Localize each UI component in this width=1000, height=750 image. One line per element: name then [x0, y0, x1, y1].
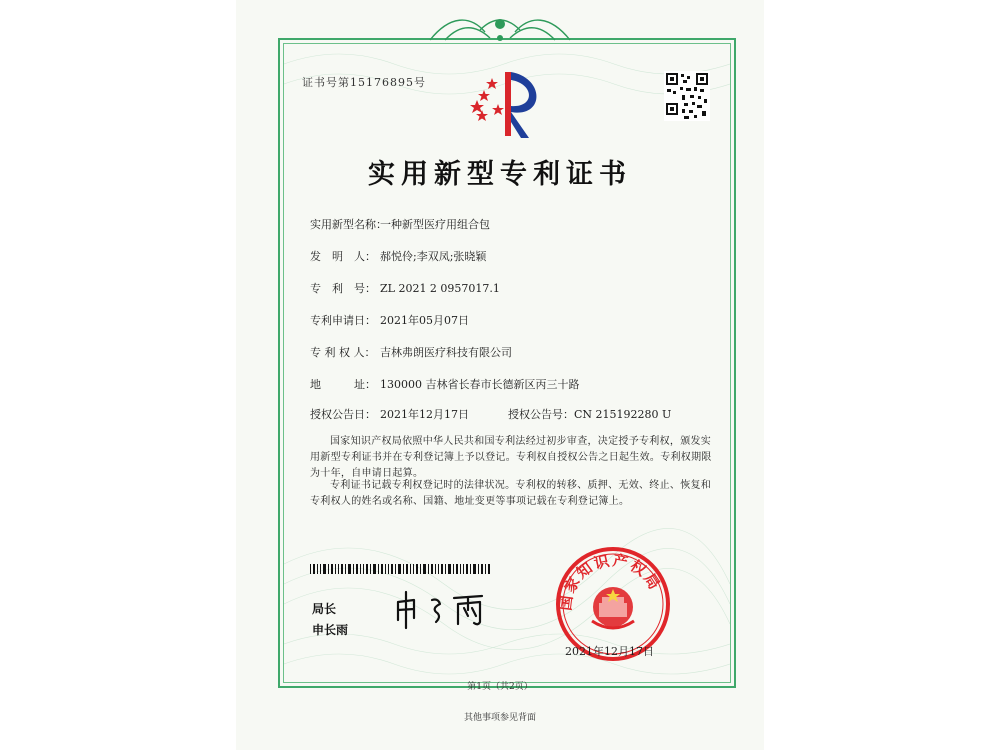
field-value: 2021年12月17日 — [380, 408, 469, 421]
field-inventors — [310, 248, 486, 264]
field-label: 地 址： — [310, 378, 376, 391]
field-value: 一种新型医疗用组合包 — [380, 218, 490, 231]
field-patentee — [310, 344, 512, 360]
field-value: 吉林弗朗医疗科技有限公司 — [380, 346, 512, 359]
field-value: 郝悦伶;李双凤;张晓颖 — [380, 250, 487, 263]
field-grant-number — [508, 406, 671, 422]
seal-text: 国家知识产权局 — [556, 551, 665, 612]
legal-status-paragraph: 专利证书记载专利权登记时的法律状况。专利权的转移、质押、无效、终止、恢复和专利权人的姓名或名称、国籍、地址变更等事项记载在专利登记簿上。 — [310, 480, 712, 507]
signature-icon — [392, 590, 512, 630]
signer-name: 申长雨 — [312, 623, 349, 637]
signer-title: 局长 — [312, 602, 337, 616]
barcode-icon — [310, 564, 492, 574]
field-application-date — [310, 312, 469, 328]
seal-date: 2021年12月17日 — [565, 645, 654, 658]
field-value: 130000 吉林省长春市长德新区丙三十路 — [380, 378, 580, 391]
field-label: 实用新型名称： — [310, 218, 387, 231]
field-label: 发 明 人： — [310, 250, 376, 263]
page-indicator: 第1页（共2页） — [467, 682, 533, 692]
field-utility-model-name — [310, 216, 490, 232]
field-label: 专 利 权 人： — [310, 346, 376, 359]
field-label: 授权公告号： — [508, 408, 574, 421]
field-label: 专 利 号： — [310, 282, 376, 295]
field-value: CN 215192280 U — [574, 408, 672, 421]
footer-note: 其他事项参见背面 — [463, 713, 536, 723]
grant-statement-paragraph: 国家知识产权局依照中华人民共和国专利法经过初步审查，决定授予专利权，颁发实用新型专利证书并在专利登记簿上予以登记。专利权自授权公告之日起生效。专利权期限为十年，自申请日起算。 — [310, 436, 712, 479]
qr-code-icon — [664, 71, 710, 121]
field-patent-number — [310, 280, 500, 296]
field-value: 2021年05月07日 — [380, 314, 469, 327]
field-value: ZL 2021 2 0957017.1 — [380, 282, 500, 295]
field-label: 专利申请日： — [310, 314, 376, 327]
certificate-number: 证书号第15176895号 — [302, 76, 426, 89]
field-grant-date — [310, 406, 469, 422]
field-address — [310, 376, 580, 392]
field-label: 授权公告日： — [310, 408, 376, 421]
certificate-title: 实用新型专利证书 — [368, 159, 632, 190]
cnipa-logo-icon — [465, 68, 547, 140]
border-ornament-icon — [420, 10, 580, 46]
